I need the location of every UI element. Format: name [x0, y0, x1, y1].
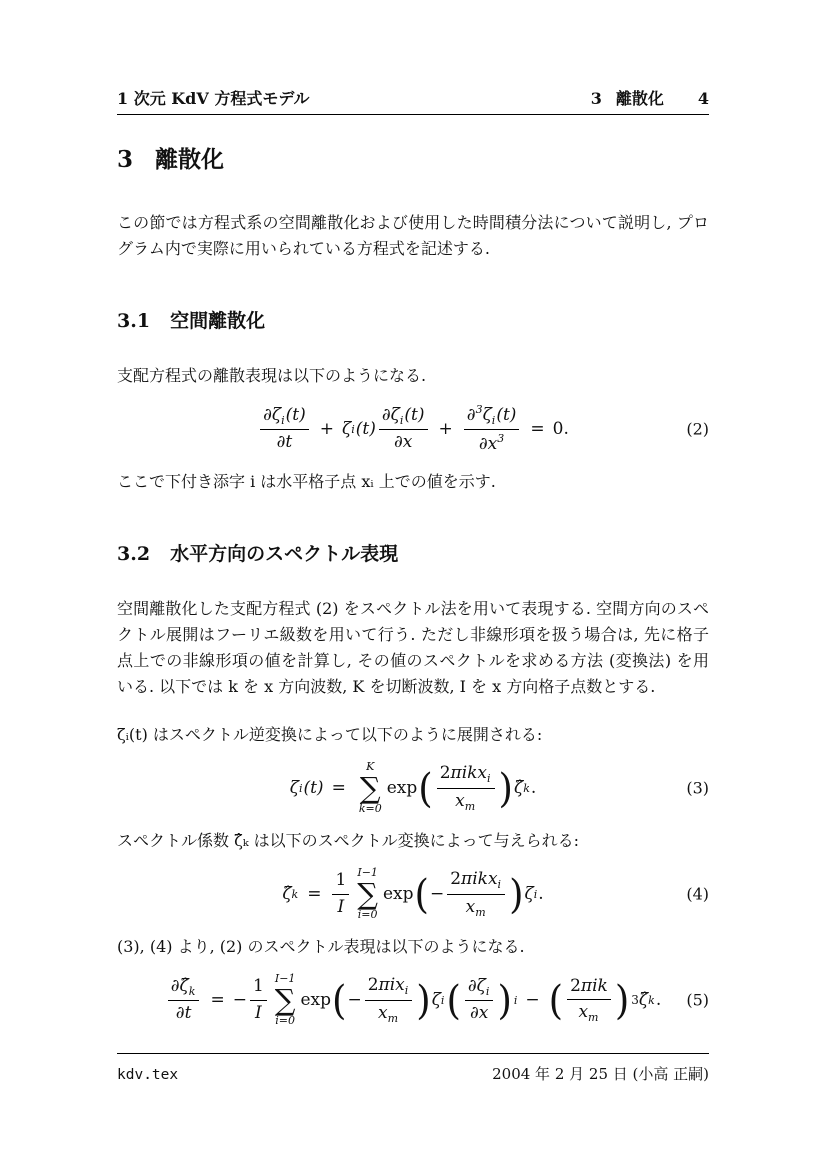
section-3-2-title: 水平方向のスペクトル表現 [170, 543, 399, 565]
equation-4 [117, 864, 709, 924]
footer-date-author: 2004 年 2 月 25 日 (小高 正嗣) [492, 1065, 709, 1083]
section-3-1-after-eq2-paragraph: ここで下付き添字 i は水平格子点 xᵢ 上での値を示す. [117, 472, 496, 491]
section-3-1-heading [117, 306, 709, 333]
equation-4-label: (4) [686, 884, 709, 904]
section-3-2-heading [117, 539, 709, 566]
equation-4-math: ζ̂ k = $\frac{1}{I}$ I−1 ∑ i=0 exp ( − 2πikx$_i$ $x_m$ ) ζ i . [282, 865, 544, 921]
header-page-number: 4 [697, 89, 709, 108]
equation-3-label: (3) [686, 778, 709, 798]
header-left-title: 1 次元 KdV 方程式モデル [117, 89, 310, 108]
header-section-number: 3 [590, 89, 602, 108]
section-3-1-title: 空間離散化 [170, 310, 266, 332]
equation-5 [117, 970, 709, 1030]
section-3-2-paragraph: 空間離散化した支配方程式 (2) をスペクトル法を用いて表現する. 空間方向のスペクトル展開はフーリエ級数を用いて行う. ただし非線形項を扱う場合は, 先に格子点上での非線形項の値を計算し, その値のスペクトルを求める方法 (変換法) を用いる. 以下では k を x 方向波数, K を切断波数, I を x 方向格子点数とする. [117, 599, 709, 696]
section-3-number: 3 [117, 146, 134, 173]
equation-5-math: $\frac{\partial\zetâ_k}{\partial t}$ = − $\frac{1}{I}$ I−1 ∑ i=0 exp ( − 2πix$_i$ $x_m$ ) ζ i ( $\partial\zeta_i$ ∂x ) i − ( 2πik $x_m$ ) 3 ζ̂ k . [165, 973, 661, 1027]
section-3-heading [117, 141, 709, 174]
footer-filename: kdv.tex [117, 1067, 179, 1083]
section-3-1-number: 3.1 [117, 310, 151, 332]
equation-2 [117, 399, 709, 459]
header-rule [117, 114, 709, 115]
running-footer [117, 1053, 709, 1084]
section-3-1-lead-paragraph: 支配方程式の離散表現は以下のようになる. [117, 366, 427, 385]
equation-3-math: ζ i (t) = K ∑ k=0 exp ( 2πikx$_i$ $x_m$ ) ζ̂ k . [289, 759, 537, 815]
section-3-2-number: 3.2 [117, 543, 151, 565]
equation-4-lead-paragraph: スペクトル係数 ζ̂ₖ は以下のスペクトル変換によって与えられる: [117, 831, 580, 850]
header-section-title: 離散化 [615, 89, 664, 108]
running-header [117, 86, 709, 109]
equation-2-label: (2) [686, 419, 709, 439]
header-right [591, 86, 709, 109]
section-3-intro-paragraph: この節では方程式系の空間離散化および使用した時間積分法について説明し, プログラム内で実際に用いられている方程式を記述する. [117, 213, 709, 258]
page-content [117, 0, 709, 1040]
section-3-title: 離散化 [155, 147, 225, 173]
equation-5-label: (5) [686, 990, 709, 1010]
equation-3 [117, 758, 709, 818]
equation-5-lead-paragraph: (3), (4) より, (2) のスペクトル表現は以下のようになる. [117, 937, 525, 956]
equation-2-math: $\partial\zeta_i(t)$ ∂t + ζ i (t) $\partial\zeta_i(t)$ ∂x + $\frac{\partial^3\zeta_i(t)}{\partial x^3}$ = 0. [257, 403, 569, 456]
equation-3-lead-paragraph: ζᵢ(t) はスペクトル逆変換によって以下のように展開される: [117, 725, 543, 744]
